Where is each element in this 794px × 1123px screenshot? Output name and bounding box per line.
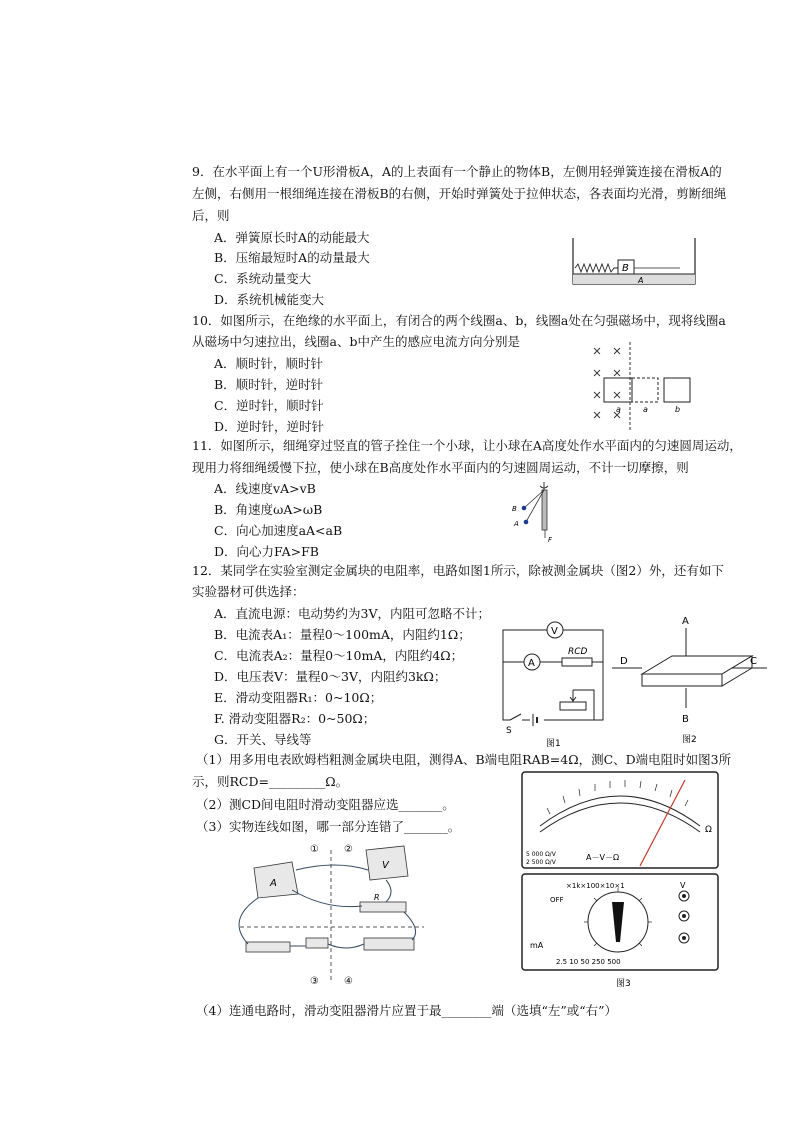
q10-option-d: D．逆时针，逆时针 (214, 419, 325, 434)
fig3-ma-label: mA (530, 941, 544, 950)
fig2-label-b: B (682, 714, 689, 725)
q10-label-b: b (675, 405, 681, 414)
circuit-figure-1 (500, 620, 610, 750)
wiring-ammeter-label: A (270, 878, 277, 889)
q12-option-g: G．开关、导线等 (214, 732, 312, 747)
wiring-voltmeter-label: V (382, 860, 389, 871)
fig1-ammeter-label: A (528, 658, 535, 669)
fig1-voltmeter-label: V (551, 626, 558, 637)
q9-label-b: B (622, 263, 629, 274)
q9-figure (570, 236, 700, 291)
fig1-r-label: RCD (568, 647, 588, 657)
fig3-v-unit: V (680, 881, 686, 890)
q12-option-f: F. 滑动变阻器R₂：0~50Ω； (214, 711, 376, 726)
q11-option-b: B．角速度ωA>ωB (214, 502, 323, 517)
q10-option-b: B．顺时针，逆时针 (214, 377, 324, 392)
q9-line1: 9．在水平面上有一个U形滑板A，A的上表面有一个静止的物体B，左侧用轻弹簧连接在滑板A的 (192, 164, 722, 179)
q12-sub3: （3）实物连线如图，哪一部分连错了_______。 (196, 819, 461, 834)
wiring-label-1: ① (310, 844, 319, 855)
q11-option-d: D．向心力FA>FB (214, 544, 319, 559)
fig2-label-a: A (682, 616, 689, 627)
q12-option-c: C．电流表A₂：量程0～10mA，内阻约4Ω； (214, 648, 464, 663)
fig3-caption: 图3 (616, 979, 631, 989)
q10-option-c: C．逆时针，顺时针 (214, 398, 324, 413)
q9-label-a: A (638, 276, 644, 285)
wiring-diagram (236, 840, 426, 990)
q9-option-a: A．弹簧原长时A的动能最大 (214, 230, 370, 245)
q10-label-a2: a (643, 405, 648, 414)
metal-block-figure-2 (612, 614, 772, 744)
q10-line2: 从磁场中匀速拉出，线圈a、b中产生的感应电流方向分别是 (192, 334, 520, 349)
q11-line2: 现用力将细绳缓慢下拉，使小球在B高度处作水平面内的匀速圆周运动，不计一切摩擦，则 (192, 460, 689, 475)
q11-line1: 11．如图所示，细绳穿过竖直的管子拴住一个小球，让小球在A高度处作水平面内的匀速圆周运动， (192, 438, 742, 453)
fig3-knob-title: ×1k×100×10×1 (566, 882, 625, 890)
fig3-center-label: A－V－Ω (586, 853, 620, 862)
q12-sub2: （2）测CD间电阻时滑动变阻器应选_______。 (196, 797, 455, 812)
fig2-label-c: C (750, 656, 757, 667)
q12-option-e: E．滑动变阻器R₁：0~10Ω； (214, 690, 383, 705)
q12-line2: 实验器材可供选择： (192, 584, 305, 599)
q9-line3: 后，则 (192, 208, 230, 223)
q12-sub1-line2: 示，则RCD=_________Ω。 (192, 774, 349, 789)
fig3-off-label: OFF (550, 896, 564, 904)
q12-option-b: B．电流表A₁：量程0～100mA，内阻约1Ω； (214, 627, 471, 642)
q12-sub4: （4）连通电路时，滑动变阻器滑片应置于最________端（选填“左”或“右”） (196, 1003, 618, 1018)
wiring-label-3: ③ (310, 976, 319, 987)
fig2-label-d: D (620, 656, 628, 667)
fig3-ohm-symbol: Ω (705, 825, 712, 835)
wiring-label-4: ④ (344, 976, 353, 987)
q9-line2: 左侧，右侧用一根细绳连接在滑板B的右侧，开始时弹簧处于拉伸状态，各表面均光滑，剪断细绳 (192, 186, 727, 201)
q11-label-f: F (548, 536, 553, 544)
q12-sub1-line1: （1）用多用电表欧姆档粗测金属块电阻，测得A、B端电阻RAB=4Ω，测C、D端电阻时如图3所 (196, 752, 732, 767)
q9-option-c: C．系统动量变大 (214, 271, 312, 286)
q10-label-a1: a (616, 405, 621, 414)
multimeter-figure-3 (520, 770, 720, 990)
fig1-switch-label: S (506, 726, 512, 736)
wiring-label-2: ② (344, 844, 353, 855)
q11-option-a: A．线速度vA>vB (214, 481, 316, 496)
q9-option-b: B．压缩最短时A的动量最大 (214, 250, 370, 265)
q9-option-d: D．系统机械能变大 (214, 292, 325, 307)
q10-line1: 10．如图所示，在绝缘的水平面上，有闭合的两个线圈a、b，线圈a处在匀强磁场中，现将线圈a (192, 313, 726, 328)
q11-label-b: B (512, 505, 517, 513)
wiring-r-label: R (374, 893, 380, 902)
fig3-scale2: 2 500 Ω/V (526, 859, 556, 866)
q12-line1: 12．某同学在实验室测定金属块的电阻率，电路如图1所示，除被测金属块（图2）外，还有如下 (192, 563, 724, 578)
q10-option-a: A．顺时针，顺时针 (214, 356, 324, 371)
q10-figure (590, 342, 710, 432)
fig1-caption: 图1 (546, 739, 561, 749)
q12-option-d: D．电压表V：量程0～3V，内阻约3kΩ； (214, 669, 447, 684)
q12-option-a: A．直流电源：电动势约为3V，内阻可忽略不计； (214, 606, 491, 621)
q11-option-c: C．向心加速度aA<aB (214, 523, 343, 538)
fig2-caption: 图2 (682, 735, 697, 745)
fig3-bottom-scale: 2.5 10 50 250 500 (556, 958, 621, 966)
q11-figure (510, 478, 560, 548)
fig3-scale1: 5 000 Ω/V (526, 851, 556, 858)
q11-label-a: A (514, 520, 519, 528)
